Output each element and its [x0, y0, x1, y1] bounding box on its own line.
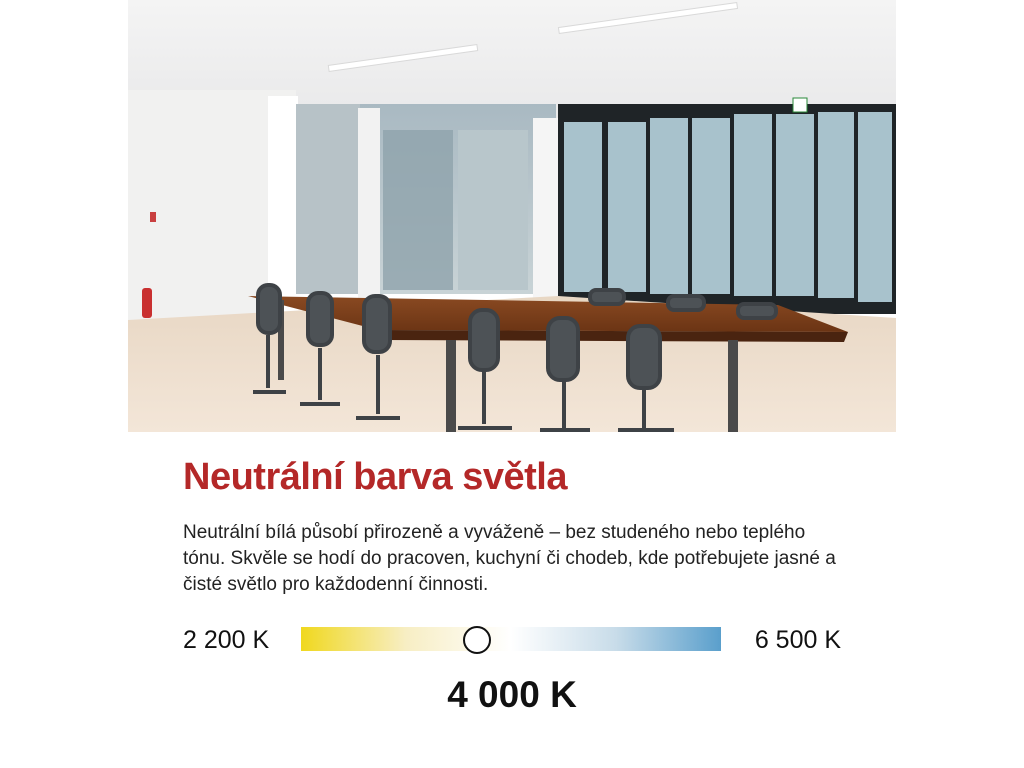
office-photo	[128, 0, 896, 432]
temperature-gradient-bar	[301, 627, 721, 651]
selected-temperature-value: 4 000 K	[447, 674, 577, 715]
heading: Neutrální barva světla	[183, 456, 567, 498]
scale-min-label: 2 200 K	[183, 626, 270, 654]
description-text: Neutrální bílá působí přirozeně a vyváženě – bez studeného nebo teplého tónu. Skvěle se hodí do pracoven, kuchyní či chodeb, kde potřebujete jasné a čisté světlo pro každodenní činnosti.	[183, 522, 836, 595]
color-temperature-scale	[183, 622, 843, 658]
scale-max-label: 6 500 K	[754, 626, 841, 654]
temperature-indicator	[463, 626, 491, 654]
